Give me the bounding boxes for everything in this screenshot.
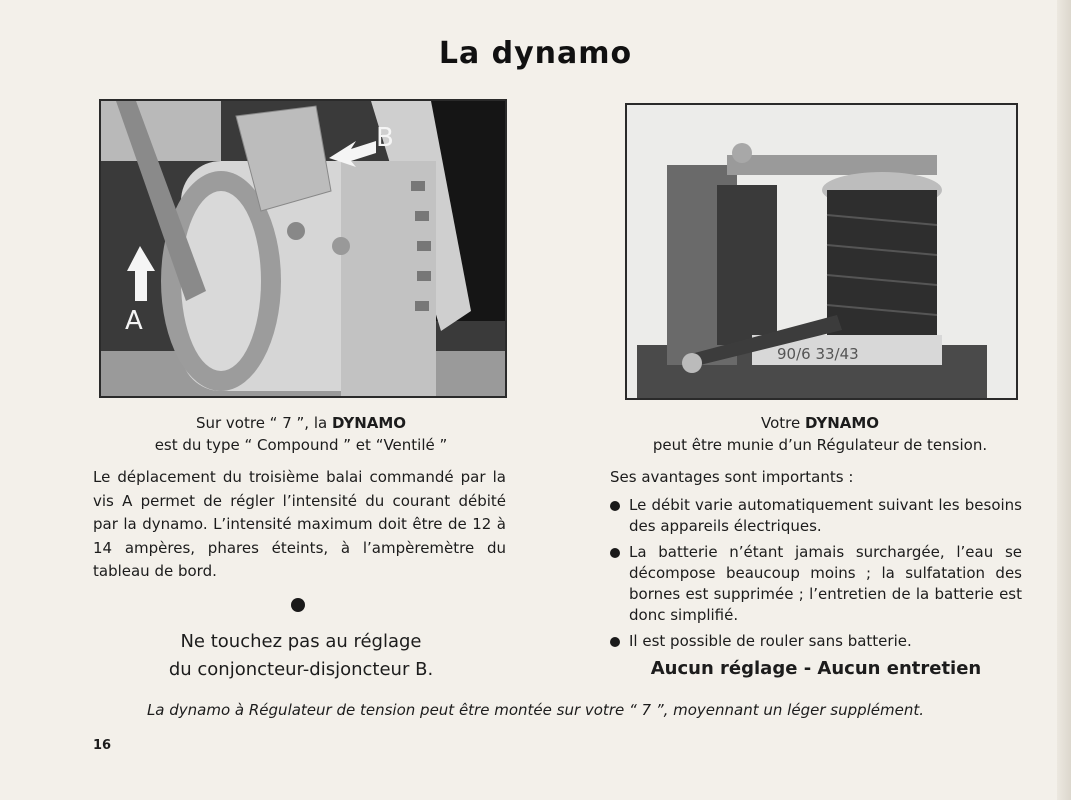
left-caption-bold: DYNAMO	[331, 414, 407, 432]
advantages-title: Ses avantages sont importants :	[610, 468, 854, 486]
right-caption-line2: peut être munie d’un Régulateur de tension.	[652, 436, 988, 454]
list-item	[610, 495, 1022, 537]
warning-text	[99, 628, 503, 684]
bullet-icon	[610, 548, 620, 558]
regulator-photo	[625, 103, 1018, 400]
right-caption-text: Votre	[760, 414, 805, 432]
advantage-text: Il est possible de rouler sans batterie.	[629, 632, 912, 650]
page-title: La dynamo	[438, 36, 633, 71]
final-statement: Aucun réglage - Aucun entretien	[650, 658, 982, 679]
right-caption-bold: DYNAMO	[804, 414, 880, 432]
advantages-list	[610, 495, 1022, 657]
page-edge	[1057, 0, 1071, 800]
advantage-text: Le débit varie automatiquement suivant les besoins des appareils électriques.	[629, 496, 1022, 535]
left-caption-text: Sur votre “ 7 ”, la	[195, 414, 332, 432]
label-b: B	[376, 123, 394, 153]
left-paragraph: Le déplacement du troisième balai commandé par la vis A permet de régler l’intensité du courant débité par la dynamo. L’intensité maximum doit être de 12 à 14 ampères, phares éteints, à l’ampèremètre du tableau de bord.	[93, 468, 506, 580]
label-a: A	[125, 306, 143, 336]
list-item	[610, 542, 1022, 626]
separator-dot	[291, 598, 305, 612]
dynamo-photo	[99, 99, 507, 398]
warning-line2: du conjoncteur-disjoncteur B.	[168, 659, 434, 680]
bullet-icon	[610, 501, 620, 511]
footnote: La dynamo à Régulateur de tension peut être montée sur votre “ 7 ”, moyennant un léger supplément.	[146, 701, 925, 719]
left-caption	[99, 412, 503, 456]
plate-label: 90/6 33/43	[777, 345, 859, 363]
warning-line1: Ne touchez pas au réglage	[180, 631, 422, 652]
page-number: 16	[93, 738, 112, 753]
right-caption	[610, 412, 1030, 456]
bullet-icon	[610, 637, 620, 647]
left-caption-line2: est du type “ Compound ” et “Ventilé ”	[154, 436, 448, 454]
advantage-text: La batterie n’étant jamais surchargée, l’eau se décompose beaucoup moins ; la sulfatation des bornes est supprimée ; l’entretien de la batterie est donc simplifié.	[629, 543, 1022, 624]
list-item	[610, 631, 1022, 652]
